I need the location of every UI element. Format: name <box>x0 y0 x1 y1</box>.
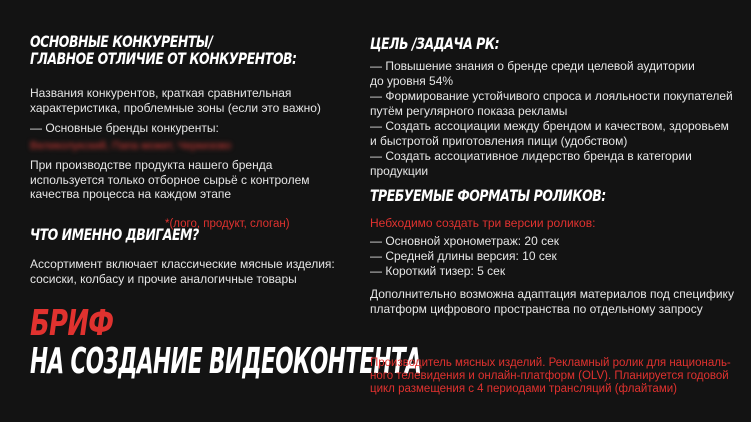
goal-item-line-2: до уровня 54% <box>370 73 454 88</box>
goal-item <box>370 59 740 88</box>
formats-intro: Небходимо создать три версии роликов: <box>370 216 596 230</box>
goal-item <box>370 89 740 118</box>
format-item: — Короткий тизер: 5 сек <box>370 264 506 278</box>
goal-item <box>370 119 740 148</box>
difference-line-1: При производстве продукта нашего бренда <box>30 158 273 172</box>
promote-note: *(лого, продукт, слоган) <box>165 218 290 230</box>
adaptation-text <box>370 287 740 316</box>
goal-item <box>370 149 740 178</box>
goal-item-line-1: — Создать ассоциативное лидерство бренда в категории продукции <box>370 149 692 178</box>
competitors-desc-line-1: Названия конкурентов, краткая сравнительная <box>30 86 292 100</box>
goal-item-line-2: путём регулярного показа рекламы <box>370 103 568 118</box>
assortment-line-1: Ассортимент включает классические мясные изделия: <box>30 257 335 271</box>
promote-heading: ЧТО ИМЕННО ДВИГАЕМ? <box>30 225 199 244</box>
difference-line-2: используется только отборное сырьё с контролем <box>30 172 310 187</box>
goal-item-line-2: и быстротой приготовления пищи (удобством) <box>370 133 628 148</box>
brief-subtitle: НА СОЗДАНИЕ ВИДЕОКОНТЕНТА <box>30 341 422 382</box>
goal-item-line-1: — Создать ассоциации между брендом и качеством, здоровьем <box>370 119 729 133</box>
adaptation-line-1: Дополнительно возможна адаптация материалов под специфику <box>370 287 734 301</box>
footer-line-2: ного телевидения и онлайн-платформ (OLV). Планируется годовой <box>370 370 729 382</box>
footer-description <box>370 357 740 396</box>
competitors-heading <box>30 33 297 67</box>
assortment-line-2: сосиски, колбасу и прочие аналогичные товары <box>30 271 297 286</box>
competitors-heading-line-2: ГЛАВНОЕ ОТЛИЧИЕ ОТ КОНКУРЕНТОВ: <box>30 49 297 68</box>
formats-list <box>370 234 559 279</box>
format-item: — Основной хронометраж: 20 сек <box>370 234 559 248</box>
competitors-description <box>30 86 340 115</box>
brief-title: БРИФ <box>30 303 114 344</box>
competitors-desc-line-2: характеристика, проблемные зоны (если это важно) <box>30 100 321 115</box>
difference-text <box>30 158 340 202</box>
goals-list <box>370 59 740 178</box>
competitors-heading-line-1: ОСНОВНЫЕ КОНКУРЕНТЫ/ <box>30 32 213 51</box>
difference-line-3: качества процесса на каждом этапе <box>30 187 232 201</box>
brands-label: — Основные бренды конкуренты: <box>30 121 219 135</box>
format-item: — Средней длины версия: 10 сек <box>370 249 557 263</box>
competitor-brands-blurred: Великолукский, Папа может, Черкизово <box>30 140 232 152</box>
adaptation-line-2: платформ цифрового пространства по отдельному запросу <box>370 301 703 316</box>
assortment-text <box>30 257 340 286</box>
goal-item-line-1: — Формирование устойчивого спроса и лояльности покупателей <box>370 89 733 103</box>
footer-line-1: Производитель мясных изделий. Рекламный ролик для националь- <box>370 357 731 369</box>
formats-heading: ТРЕБУЕМЫЕ ФОРМАТЫ РОЛИКОВ: <box>370 186 606 205</box>
goal-item-line-1: — Повышение знания о бренде среди целевой аудитории <box>370 59 695 73</box>
goal-heading: ЦЕЛЬ /ЗАДАЧА РК: <box>370 34 500 53</box>
footer-line-3: цикл размещения с 4 периодами трансляций (флайтами) <box>370 383 677 395</box>
